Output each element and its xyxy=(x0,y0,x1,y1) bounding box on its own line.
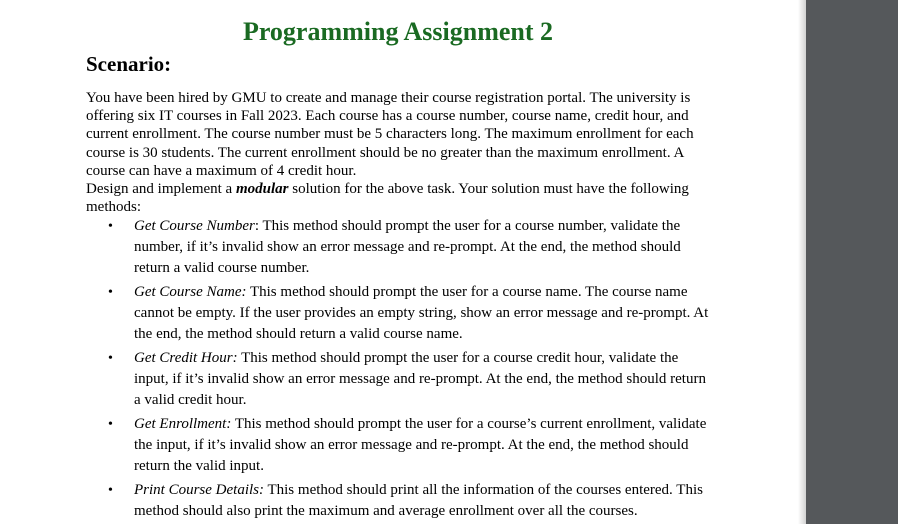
bullet-icon: • xyxy=(108,483,113,499)
method-name: Print Course Details: xyxy=(134,482,264,499)
scenario-heading: Scenario: xyxy=(86,52,172,76)
method-description: This method should prompt the user for a course credit hour, validate the input, if it’s invalid show an error message and re-prompt. At the end, the method should return a valid credit hour. xyxy=(134,350,706,409)
method-item-get-enrollment xyxy=(86,414,716,477)
method-description: This method should prompt the user for a course’s current enrollment, validate the input, if it’s invalid show an error message and re-prompt. At the end, the method should return the valid input. xyxy=(134,416,707,475)
method-name: Get Enrollment: xyxy=(134,416,232,433)
method-description: This method should prompt the user for a course number, validate the number, if it’s invalid show an error message and re-prompt. At the end, the method should return a valid course number. xyxy=(134,218,681,277)
method-item-print-course-details xyxy=(86,480,716,522)
method-item-get-course-name xyxy=(86,282,716,345)
bullet-icon: • xyxy=(108,351,113,367)
design-paragraph xyxy=(86,180,716,216)
method-item-get-credit-hour xyxy=(86,348,716,411)
methods-list xyxy=(86,216,716,522)
page-edge-shadow xyxy=(798,0,806,524)
bullet-icon: • xyxy=(108,219,113,235)
method-name: Get Course Number xyxy=(134,218,255,235)
intro-paragraph: You have been hired by GMU to create and manage their course registration portal. The university is offering six IT courses in Fall 2023. Each course has a course number, course name, credit hour, and current enrollment. The course number must be 5 characters long. The maximum enrollment for each course is 30 students. The current enrollment should be no greater than the maximum enrollment. A course can have a maximum of 4 credit hour. xyxy=(86,90,694,179)
method-name: Get Credit Hour: xyxy=(134,350,238,367)
page-title: Programming Assignment 2 xyxy=(242,17,554,46)
bullet-icon: • xyxy=(108,285,113,301)
bullet-icon: • xyxy=(108,417,113,433)
method-description: This method should prompt the user for a course name. The course name cannot be empty. If the user provides an empty string, show an error message and re-prompt. At the end, the method should return a valid course name. xyxy=(134,284,709,343)
design-text-after: solution for the above task. Your solution must have the following methods: xyxy=(86,181,689,216)
modular-emphasis: modular xyxy=(235,181,289,198)
method-item-get-course-number xyxy=(86,216,716,279)
design-text-before: Design and implement a xyxy=(86,181,236,198)
document-body xyxy=(86,89,716,524)
method-name: Get Course Name: xyxy=(134,284,247,301)
method-description: This method should print all the information of the courses entered. This method should also print the maximum and average enrollment over all the courses. xyxy=(134,482,703,520)
method-name-separator: : xyxy=(254,218,259,235)
viewer-background xyxy=(806,0,898,524)
